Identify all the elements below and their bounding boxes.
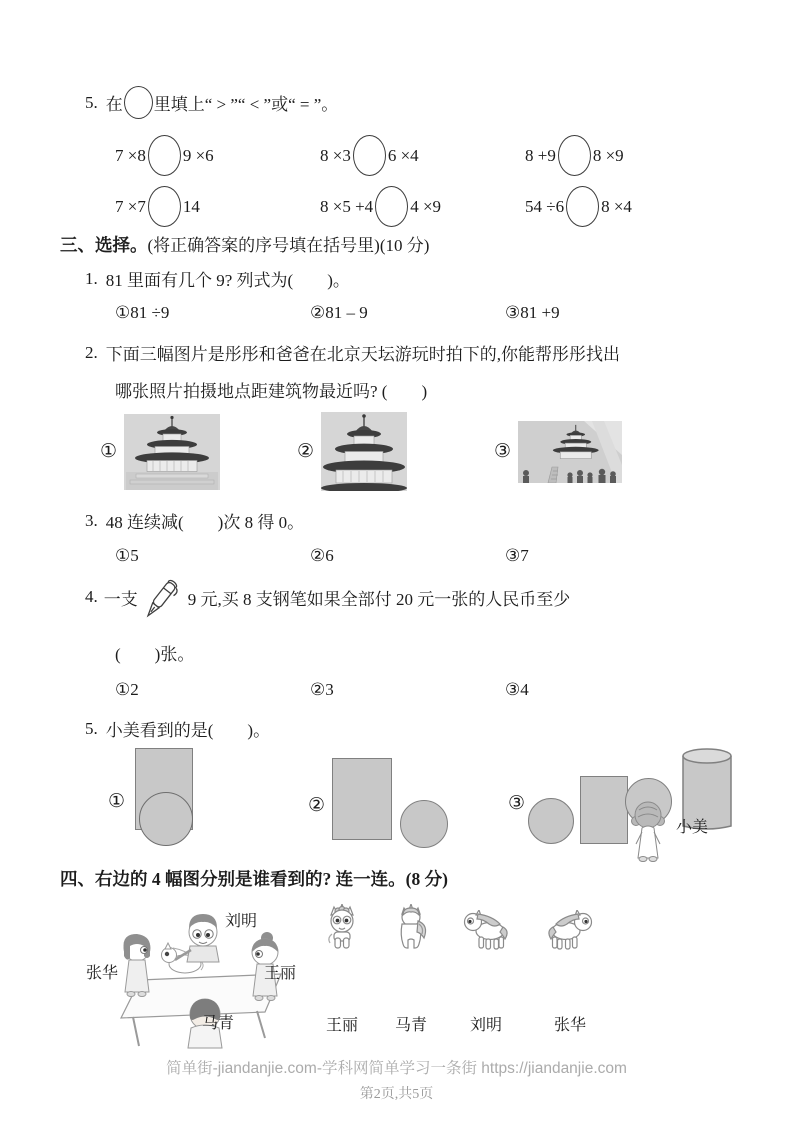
question-number: 4. [85,587,98,606]
question-3-options [115,546,743,566]
section-title: 四、右边的 4 幅图分别是谁看到的? 连一连。 [60,869,406,889]
option-2: ②6 [310,546,334,565]
question-1-options [115,303,743,323]
question-fill-stem [85,86,743,119]
option-2: ②3 [310,680,334,699]
table-label-bottom: 马青 [202,1015,235,1032]
comparison-expression [320,135,525,176]
question-number: 1. [85,268,98,288]
pony-left-side-view-icon [462,910,510,950]
answer-circle [353,135,386,176]
expression-left: 7 ×7 [115,196,146,216]
expression-right: 6 ×4 [387,145,419,165]
observer-name-label: 小美 [676,819,709,836]
section-score: (8 分) [405,869,448,889]
pony-right-side-view-icon [546,910,594,950]
answer-circle [558,135,591,176]
question-3 [60,508,743,533]
question-1 [60,266,743,291]
comparison-expression [525,135,743,176]
table-label-right: 王丽 [264,965,297,982]
question-stem-pre: 一支 [103,589,138,609]
expression-left: 8 ×5 +4 [320,196,374,216]
comparison-expression [525,186,743,227]
circle-shape [528,798,574,844]
section-four-header [60,866,743,891]
question-number: 3. [85,510,98,530]
pony-answer-label-2: 马青 [394,1017,427,1034]
answer-circle [566,186,599,227]
circle-shape [400,800,448,848]
expression-right: 8 ×4 [601,196,632,216]
expression-left: 8 +9 [525,145,556,165]
question-number: 2. [85,342,98,362]
comparison-expression [320,186,525,227]
comparison-expression [115,135,320,176]
option-3: ③4 [505,680,529,699]
photo-option-1 [100,412,297,491]
question-number: 5. [85,92,98,112]
expression-left: 54 ÷6 [525,196,565,216]
question-stem-line2: ( )张。 [115,645,195,664]
question-stem-line1: 下面三幅图片是彤彤和爸爸在北京天坛游玩时拍下的,你能帮彤彤找出 [105,345,620,364]
footer-site-line: 简单街-jiandanjie.com-学科网简单学习一条街 https://jiandanjie.com [166,1060,627,1077]
expression-right: 8 ×9 [592,145,624,165]
expression-left: 7 ×8 [115,145,146,165]
expression-left: 8 ×3 [320,145,351,165]
question-number: 5. [85,718,98,738]
expression-right: 14 [182,196,200,216]
pony-front-view-icon [321,904,363,950]
rectangle-shape [580,776,628,844]
answer-circle [148,186,181,227]
option-1: ①81 ÷9 [115,303,170,322]
question-4 [60,568,743,665]
section-four-scene [60,898,743,1050]
stem-text [106,86,339,119]
xiaomei-girl-icon [626,800,670,862]
comparison-expression [115,186,320,227]
section-three-header [60,231,743,257]
question-2 [60,340,743,402]
rectangle-shape [332,758,392,840]
answer-circle [148,135,181,176]
section-title: 三、选择。 [60,235,148,255]
expression-right: 4 ×9 [410,196,442,216]
compare-row-1 [115,135,743,176]
photo-option-3 [494,412,743,491]
option-1: ①2 [115,680,139,699]
question-stem: 81 里面有几个 9? 列式为( )。 [105,271,350,290]
question-5 [60,716,743,741]
question-stem: 48 连续减( )次 8 得 0。 [105,513,305,532]
photo-label: ③ [494,441,512,462]
photo-option-2 [297,412,494,491]
table-label-top: 刘明 [225,913,258,930]
question-4-options [115,680,743,700]
question-fill-compare [60,86,743,227]
question-stem-post: 9 元,买 8 支钢笔如果全部付 20 元一张的人民币至少 [187,589,571,609]
pony-answer-label-1: 王丽 [325,1017,358,1034]
answer-circle-icon [124,86,153,119]
section-subtitle: (将正确答案的序号填在括号里)(10 分) [147,236,430,255]
circle-shape [139,792,193,846]
footer-page-number: 第2页,共5页 [359,1087,434,1102]
shape-option-3-label: ③ [508,793,526,814]
temple-photo-near-icon [321,412,407,491]
stem-pre: 在 [105,95,123,114]
temple-photo-far-icon [124,414,220,490]
option-1: ①5 [115,546,139,565]
option-2: ②81 – 9 [310,303,368,322]
shape-option-1-label: ① [108,791,126,812]
compare-row-2 [115,186,743,227]
pony-answer-label-4: 张华 [553,1017,586,1034]
stem-post: 里填上“ > ”“ < ”或“ = ”。 [153,95,339,114]
shape-option-2-label: ② [308,795,326,816]
pony-answer-label-3: 刘明 [469,1017,502,1034]
question-stem: 小美看到的是( )。 [105,721,271,740]
temple-photo-crowd-icon [518,421,622,483]
option-3: ③7 [505,546,529,565]
answer-circle [375,186,408,227]
question-2-photos [100,412,743,491]
table-label-left: 张华 [86,965,119,982]
option-3: ③81 +9 [505,303,560,322]
fountain-pen-icon [144,568,182,626]
photo-label: ② [297,441,315,462]
question-5-shapes [60,748,743,864]
photo-label: ① [100,441,118,462]
expression-right: 9 ×6 [182,145,214,165]
question-stem-line2: 哪张照片拍摄地点距建筑物最近吗? ( ) [115,382,428,401]
pony-back-view-icon [391,904,431,950]
